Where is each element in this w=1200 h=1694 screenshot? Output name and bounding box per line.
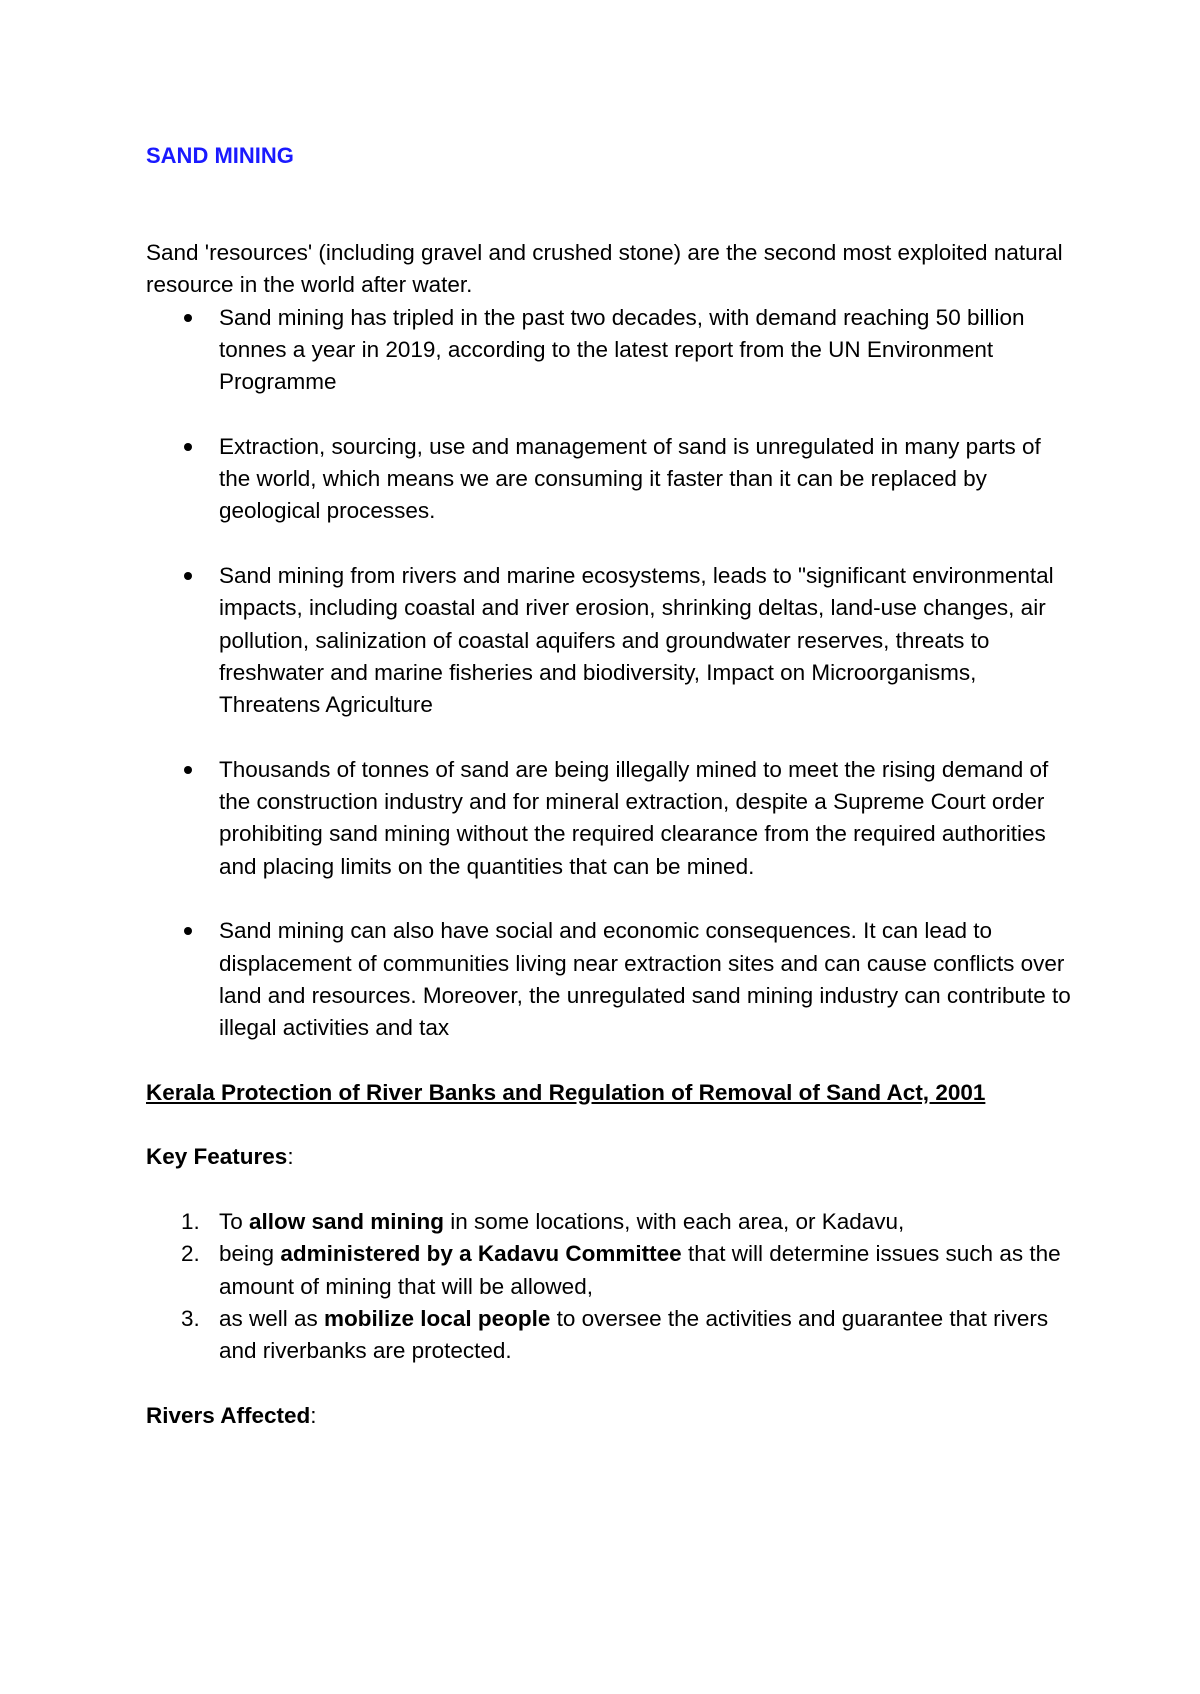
feature-text-post: to oversee the activities and guarantee that rivers and riverbanks are protected. <box>219 1305 1049 1364</box>
bullet-icon <box>184 927 192 935</box>
list-item <box>146 431 1071 528</box>
rivers-affected-heading <box>146 1400 1071 1432</box>
act-heading: Kerala Protection of River Banks and Regulation of Removal of Sand Act, 2001 <box>146 1079 986 1105</box>
rivers-affected-colon: : <box>310 1402 317 1428</box>
feature-text-pre: as well as <box>219 1305 325 1331</box>
list-number: 2. <box>181 1241 200 1267</box>
bullet-icon <box>184 314 192 322</box>
bullet-text: Thousands of tonnes of sand are being illegally mined to meet the rising demand of the construction industry and for mineral extraction, despite a Supreme Court order prohibiting sand mining without the required clearance from the required authorities and placing limits on the quantities that can be mined. <box>219 756 1049 879</box>
list-item <box>146 1206 1071 1238</box>
key-features-label: Key Features <box>146 1144 288 1170</box>
list-item <box>146 560 1071 721</box>
document-body <box>146 140 1071 1432</box>
bullet-text: Sand mining from rivers and marine ecosystems, leads to "significant environmental impacts, including coastal and river erosion, shrinking deltas, land-use changes, air pollution, salinization of coastal aquifers and groundwater reserves, threats to freshwater and marine fisheries and biodiversity, Impact on Microorganisms, Threatens Agriculture <box>219 562 1054 718</box>
intro-paragraph: Sand 'resources' (including gravel and crushed stone) are the second most exploited natural resource in the world after water. <box>146 240 1063 298</box>
feature-text-bold: mobilize local people <box>324 1305 551 1331</box>
feature-text-pre: To <box>219 1208 250 1234</box>
bullet-icon <box>184 443 192 451</box>
bullet-text: Sand mining has tripled in the past two decades, with demand reaching 50 billion tonnes a year in 2019, according to the latest report from the UN Environment Programme <box>219 304 1025 395</box>
bullet-icon <box>184 766 192 774</box>
bullet-icon <box>184 572 192 580</box>
list-item <box>146 1303 1071 1368</box>
bullet-text: Extraction, sourcing, use and management of sand is unregulated in many parts of the world, which means we are consuming it faster than it can be replaced by geological processes. <box>219 433 1041 524</box>
rivers-affected-label: Rivers Affected <box>146 1402 311 1428</box>
list-number: 3. <box>181 1305 200 1331</box>
feature-text-bold: administered by a Kadavu Committee <box>280 1241 682 1267</box>
key-features-heading <box>146 1141 1071 1173</box>
list-item <box>146 754 1071 883</box>
list-number: 1. <box>181 1208 200 1234</box>
feature-text-pre: being <box>219 1241 281 1267</box>
key-features-colon: : <box>287 1144 294 1170</box>
list-item <box>146 302 1071 399</box>
feature-text-post: in some locations, with each area, or Kadavu, <box>444 1208 905 1234</box>
bullet-text: Sand mining can also have social and economic consequences. It can lead to displacement of communities living near extraction sites and can cause conflicts over land and resources. Moreover, the unregulated sand mining industry can contribute to illegal activities and tax <box>219 918 1071 1041</box>
list-item <box>146 915 1071 1044</box>
key-features-list <box>146 1206 1071 1367</box>
feature-text-post: that will determine issues such as the amount of mining that will be allowed, <box>219 1241 1061 1299</box>
page-title: SAND MINING <box>146 143 294 168</box>
bullet-list <box>146 302 1071 1045</box>
list-item <box>146 1238 1071 1303</box>
feature-text-bold: allow sand mining <box>249 1208 445 1234</box>
